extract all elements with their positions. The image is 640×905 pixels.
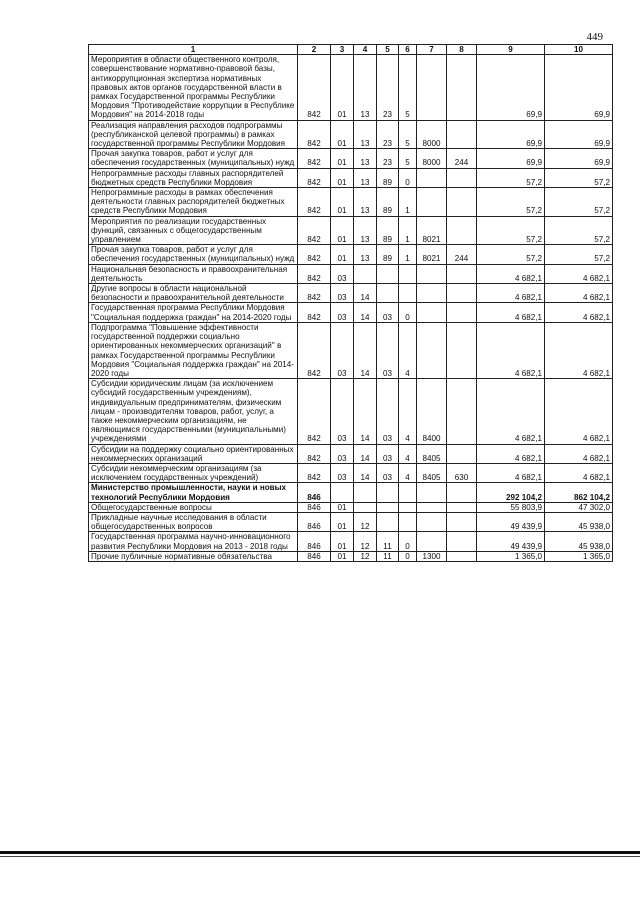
code-cell: 89 [377,168,399,187]
code-cell: 846 [298,502,331,512]
amount-cell: 49 439,9 [477,532,545,551]
code-cell [447,483,477,502]
table-row [89,303,613,322]
code-cell: 01 [331,512,354,531]
amount-next-cell: 4 682,1 [545,463,613,482]
table-row [89,216,613,245]
code-cell: 03 [331,379,354,444]
code-cell: 1 [399,188,417,217]
amount-cell: 49 439,9 [477,512,545,531]
table-row [89,444,613,463]
column-header: 1 [89,45,298,55]
amount-cell: 55 803,9 [477,502,545,512]
code-cell: 03 [377,379,399,444]
code-cell: 03 [331,303,354,322]
row-name-cell: Субсидии некоммерческим организациям (за исключением государственных учреждений) [89,463,298,482]
table-row [89,532,613,551]
amount-next-cell: 4 682,1 [545,303,613,322]
row-name-cell: Другие вопросы в области национальной безопасности и правоохранительной деятельности [89,284,298,303]
code-cell [417,303,447,322]
code-cell: 03 [377,303,399,322]
table-body [89,55,613,562]
code-cell: 01 [331,216,354,245]
code-cell [417,264,447,283]
amount-cell: 4 682,1 [477,322,545,378]
code-cell [377,264,399,283]
code-cell: 842 [298,216,331,245]
row-name-cell: Подпрограмма "Повышение эффективности государственной поддержки социально ориентированных некоммерческих организаций" в рамках Государственной программы Республики Мордовия "Социальная поддержка граждан" на 2014-2020 годы [89,322,298,378]
code-cell [417,502,447,512]
code-cell: 13 [354,120,377,149]
code-cell [447,379,477,444]
code-cell: 842 [298,245,331,264]
table-row [89,284,613,303]
code-cell [417,188,447,217]
code-cell: 842 [298,55,331,120]
code-cell [399,284,417,303]
code-cell [354,483,377,502]
code-cell [417,168,447,187]
column-header: 7 [417,45,447,55]
amount-next-cell: 47 302,0 [545,502,613,512]
code-cell: 8400 [417,379,447,444]
row-name-cell: Общегосударственные вопросы [89,502,298,512]
code-cell [399,264,417,283]
code-cell: 01 [331,532,354,551]
code-cell: 4 [399,444,417,463]
code-cell: 89 [377,245,399,264]
amount-cell: 292 104,2 [477,483,545,502]
amount-cell: 4 682,1 [477,284,545,303]
code-cell: 03 [377,463,399,482]
code-cell: 244 [447,245,477,264]
column-header: 8 [447,45,477,55]
code-cell: 5 [399,55,417,120]
code-cell [399,502,417,512]
code-cell: 842 [298,379,331,444]
amount-next-cell: 4 682,1 [545,444,613,463]
amount-cell: 4 682,1 [477,379,545,444]
code-cell: 13 [354,55,377,120]
amount-next-cell: 4 682,1 [545,322,613,378]
code-cell: 12 [354,551,377,561]
row-name-cell: Субсидии юридическим лицам (за исключением субсидий государственным учреждениям), индивидуальным предпринимателям, физическим лицам - производителям товаров, работ, услуг, а также некоммерческим организациям, не являющимся государственными (муниципальными) учреждениями [89,379,298,444]
amount-next-cell: 57,2 [545,216,613,245]
amount-cell: 69,9 [477,149,545,168]
table-row [89,245,613,264]
amount-next-cell: 862 104,2 [545,483,613,502]
column-header: 10 [545,45,613,55]
code-cell: 23 [377,120,399,149]
code-cell: 12 [354,532,377,551]
code-cell: 1 [399,216,417,245]
budget-table [88,44,613,562]
amount-next-cell: 69,9 [545,149,613,168]
amount-cell: 57,2 [477,216,545,245]
code-cell: 03 [331,463,354,482]
code-cell: 842 [298,188,331,217]
table-row [89,149,613,168]
amount-next-cell: 69,9 [545,55,613,120]
code-cell: 4 [399,463,417,482]
code-cell: 842 [298,463,331,482]
amount-cell: 4 682,1 [477,303,545,322]
code-cell: 13 [354,216,377,245]
amount-next-cell: 1 365,0 [545,551,613,561]
code-cell [417,322,447,378]
code-cell: 842 [298,322,331,378]
table-row [89,463,613,482]
code-cell: 23 [377,149,399,168]
code-cell [377,483,399,502]
code-cell: 8405 [417,463,447,482]
code-cell [417,483,447,502]
code-cell [447,322,477,378]
code-cell: 842 [298,264,331,283]
code-cell [447,512,477,531]
code-cell [447,551,477,561]
code-cell: 03 [377,322,399,378]
column-header: 3 [331,45,354,55]
code-cell: 01 [331,502,354,512]
code-cell: 13 [354,188,377,217]
code-cell [447,216,477,245]
amount-cell: 69,9 [477,120,545,149]
amount-next-cell: 57,2 [545,168,613,187]
amount-cell: 57,2 [477,168,545,187]
row-name-cell: Субсидии на поддержку социально ориентированных некоммерческих организаций [89,444,298,463]
amount-cell: 1 365,0 [477,551,545,561]
amount-next-cell: 4 682,1 [545,284,613,303]
code-cell: 0 [399,303,417,322]
code-cell: 01 [331,168,354,187]
row-name-cell: Реализация направления расходов подпрограммы (республиканской целевой программы) в рамках государственной программы Республики Мордовия [89,120,298,149]
code-cell [417,284,447,303]
row-name-cell: Непрограммные расходы в рамках обеспечения деятельности главных распорядителей бюджетных средств Республики Мордовия [89,188,298,217]
code-cell: 01 [331,55,354,120]
code-cell: 03 [331,284,354,303]
row-name-cell: Прочая закупка товаров, работ и услуг для обеспечения государственных (муниципальных) нужд [89,245,298,264]
amount-next-cell: 45 938,0 [545,532,613,551]
page-number: 449 [586,31,603,43]
table-row [89,379,613,444]
table-row [89,322,613,378]
amount-cell: 57,2 [477,245,545,264]
amount-next-cell: 57,2 [545,245,613,264]
code-cell: 8000 [417,149,447,168]
code-cell [377,512,399,531]
code-cell: 842 [298,303,331,322]
code-cell: 4 [399,322,417,378]
table-header-row [89,45,613,55]
row-name-cell: Прикладные научные исследования в области общегосударственных вопросов [89,512,298,531]
code-cell [331,483,354,502]
code-cell [417,532,447,551]
code-cell: 846 [298,512,331,531]
code-cell [399,483,417,502]
code-cell: 0 [399,168,417,187]
code-cell: 842 [298,149,331,168]
code-cell: 12 [354,512,377,531]
code-cell: 8021 [417,245,447,264]
code-cell: 14 [354,379,377,444]
column-header: 9 [477,45,545,55]
amount-next-cell: 69,9 [545,120,613,149]
code-cell: 13 [354,149,377,168]
column-header: 4 [354,45,377,55]
table-row [89,264,613,283]
bottom-rule-thin [0,856,640,857]
code-cell [447,264,477,283]
code-cell: 01 [331,188,354,217]
code-cell: 89 [377,216,399,245]
code-cell [377,284,399,303]
amount-cell: 4 682,1 [477,444,545,463]
code-cell: 14 [354,284,377,303]
table-row [89,551,613,561]
code-cell: 846 [298,532,331,551]
amount-cell: 69,9 [477,55,545,120]
code-cell: 13 [354,245,377,264]
row-name-cell: Национальная безопасность и правоохранительная деятельность [89,264,298,283]
code-cell [447,303,477,322]
code-cell [377,502,399,512]
code-cell: 14 [354,463,377,482]
code-cell: 8021 [417,216,447,245]
column-header: 5 [377,45,399,55]
code-cell: 842 [298,284,331,303]
code-cell [354,264,377,283]
code-cell [399,512,417,531]
code-cell [447,284,477,303]
table-row [89,120,613,149]
code-cell: 842 [298,168,331,187]
code-cell: 1300 [417,551,447,561]
code-cell: 5 [399,120,417,149]
code-cell: 846 [298,551,331,561]
code-cell [447,55,477,120]
code-cell: 4 [399,379,417,444]
code-cell: 1 [399,245,417,264]
code-cell [447,188,477,217]
code-cell: 0 [399,532,417,551]
code-cell: 846 [298,483,331,502]
code-cell: 11 [377,551,399,561]
row-name-cell: Мероприятия по реализации государственных функций, связанных с общегосударственным управлением [89,216,298,245]
row-name-cell: Непрограммные расходы главных распорядителей бюджетных средств Республики Мордовия [89,168,298,187]
code-cell: 01 [331,120,354,149]
column-header: 6 [399,45,417,55]
table-row [89,512,613,531]
amount-cell: 4 682,1 [477,463,545,482]
code-cell: 14 [354,444,377,463]
row-name-cell: Министерство промышленности, науки и новых технологий Республики Мордовия [89,483,298,502]
code-cell: 03 [377,444,399,463]
code-cell [447,502,477,512]
amount-cell: 4 682,1 [477,264,545,283]
code-cell: 03 [331,444,354,463]
code-cell [447,444,477,463]
amount-next-cell: 57,2 [545,188,613,217]
code-cell: 14 [354,322,377,378]
code-cell: 842 [298,120,331,149]
amount-next-cell: 4 682,1 [545,264,613,283]
column-header: 2 [298,45,331,55]
table-row [89,483,613,502]
code-cell: 14 [354,303,377,322]
code-cell: 244 [447,149,477,168]
code-cell: 03 [331,322,354,378]
code-cell [417,55,447,120]
code-cell: 630 [447,463,477,482]
code-cell: 5 [399,149,417,168]
row-name-cell: Прочая закупка товаров, работ и услуг для обеспечения государственных (муниципальных) нужд [89,149,298,168]
code-cell: 89 [377,188,399,217]
code-cell: 8000 [417,120,447,149]
code-cell [354,502,377,512]
table-row [89,188,613,217]
code-cell: 03 [331,264,354,283]
code-cell: 01 [331,149,354,168]
code-cell [447,532,477,551]
code-cell [447,168,477,187]
code-cell: 01 [331,245,354,264]
bottom-rule [0,851,640,854]
table-row [89,502,613,512]
table-row [89,55,613,120]
row-name-cell: Государственная программа научно-инновационного развития Республики Мордовия на 2013 - 2018 годы [89,532,298,551]
code-cell: 23 [377,55,399,120]
code-cell: 11 [377,532,399,551]
code-cell: 13 [354,168,377,187]
code-cell [417,512,447,531]
amount-cell: 57,2 [477,188,545,217]
code-cell: 8405 [417,444,447,463]
code-cell: 0 [399,551,417,561]
code-cell: 842 [298,444,331,463]
row-name-cell: Прочие публичные нормативные обязательства [89,551,298,561]
amount-next-cell: 4 682,1 [545,379,613,444]
amount-next-cell: 45 938,0 [545,512,613,531]
table-row [89,168,613,187]
row-name-cell: Мероприятия в области общественного контроля, совершенствование нормативно-правовой базы, антикоррупционная экспертиза нормативных правовых актов органов государственной власти в рамках Государственной программы Республики Мордовия "Противодействие коррупции в Республике Мордовия" на 2014-2018 годы [89,55,298,120]
code-cell [447,120,477,149]
row-name-cell: Государственная программа Республики Мордовия "Социальная поддержка граждан" на 2014-2020 годы [89,303,298,322]
code-cell: 01 [331,551,354,561]
